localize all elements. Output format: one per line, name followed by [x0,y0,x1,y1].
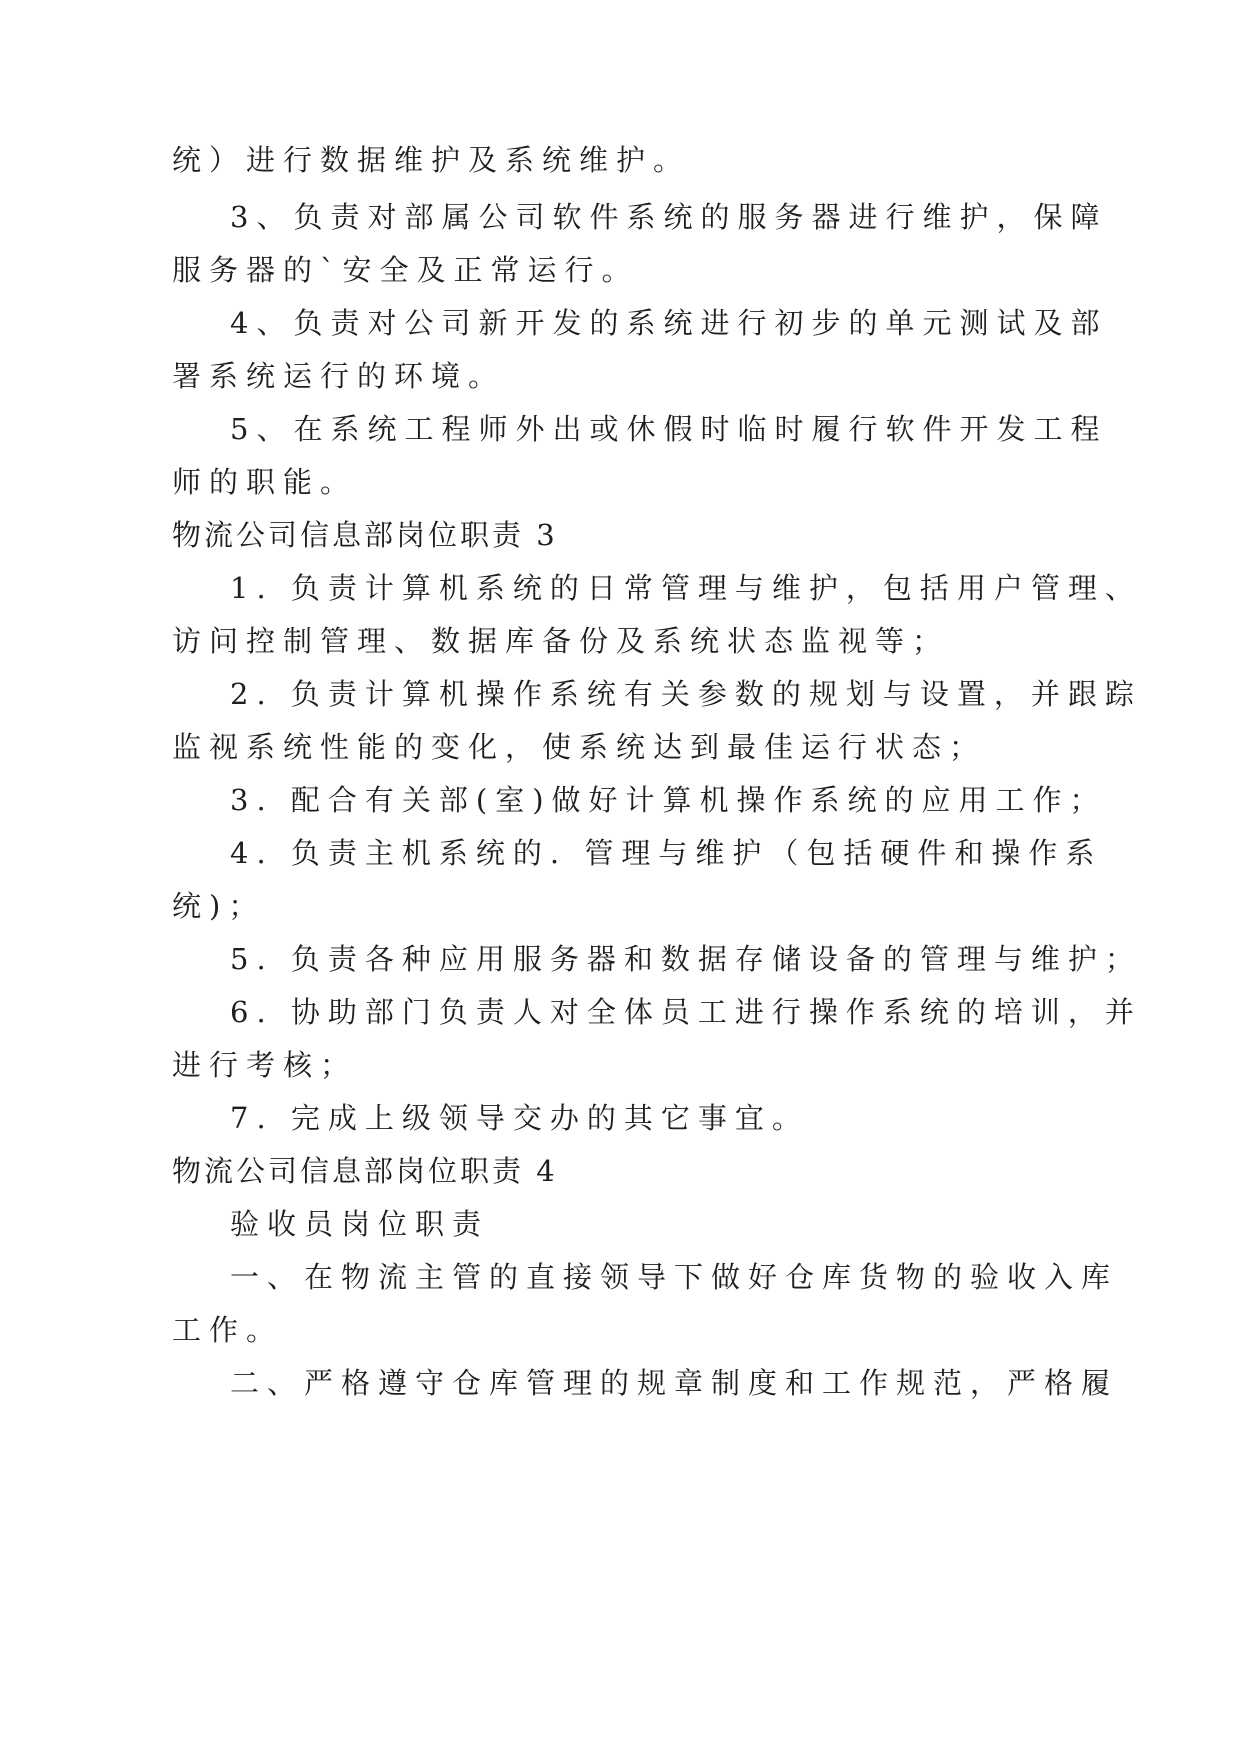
text-line: 1. 负责计算机系统的日常管理与维护，包括用户管理、 [230,571,1142,605]
text-line: 6. 协助部门负责人对全体员工进行操作系统的培训，并 [230,995,1142,1029]
text-line: 进行考核； [172,1048,358,1082]
text-line: 统)； [172,889,266,923]
text-line: 监视系统性能的变化，使系统达到最佳运行状态； [172,730,987,764]
text-line: 工作。 [172,1313,284,1347]
section-heading: 物流公司信息部岗位职责 3 [172,518,558,552]
text-line: 访问控制管理、数据库备份及系统状态监视等； [172,624,950,658]
text-line: 3、负责对部属公司软件系统的服务器进行维护，保障 [230,200,1108,234]
text-line: 2. 负责计算机操作系统有关参数的规划与设置，并跟踪 [230,677,1142,711]
text-line: 服务器的`安全及正常运行。 [172,253,639,287]
text-line: 4、负责对公司新开发的系统进行初步的单元测试及部 [230,306,1108,340]
text-line: 二、严格遵守仓库管理的规章制度和工作规范，严格履 [230,1366,1119,1400]
text-line: 署系统运行的环境。 [172,359,506,393]
text-line: 统）进行数据维护及系统维护。 [172,143,691,177]
section-heading: 物流公司信息部岗位职责 4 [172,1154,558,1188]
text-line: 验收员岗位职责 [230,1207,490,1241]
text-line: 7. 完成上级领导交办的其它事宜。 [230,1101,809,1135]
text-line: 师的职能。 [172,465,358,499]
text-line: 5、在系统工程师外出或休假时临时履行软件开发工程 [230,412,1108,446]
text-line: 5. 负责各种应用服务器和数据存储设备的管理与维护； [230,942,1142,976]
text-line: 3. 配合有关部(室)做好计算机操作系统的应用工作； [230,783,1107,817]
text-line: 4. 负责主机系统的. 管理与维护（包括硬件和操作系 [230,836,1103,870]
text-line: 一、在物流主管的直接领导下做好仓库货物的验收入库 [230,1260,1119,1294]
